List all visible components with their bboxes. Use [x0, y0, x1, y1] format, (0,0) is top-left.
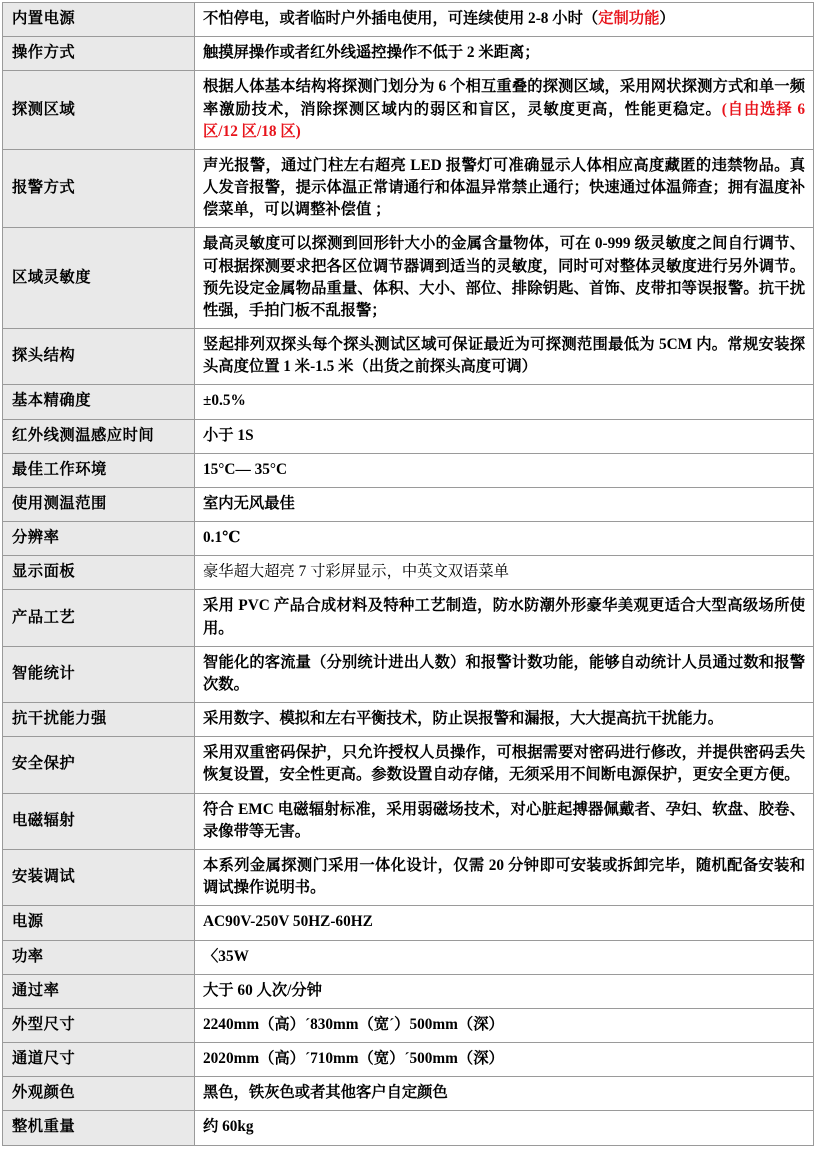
spec-value-text: ） [659, 10, 675, 27]
table-row [3, 646, 814, 702]
table-row [3, 37, 814, 71]
spec-value-text: 〈35W [203, 947, 249, 965]
spec-label-cell: 分辨率 [3, 522, 195, 556]
spec-label-cell: 整机重量 [3, 1111, 195, 1145]
spec-value-text: 竖起排列双探头每个探头测试区域可保证最近为可探测范围最低为 5CM 内。常规安装探头高度位置 1 米-1.5 米（出货之前探头高度可调） [203, 336, 805, 376]
spec-label-cell: 红外线测温感应时间 [3, 419, 195, 453]
spec-value-cell [195, 556, 814, 590]
spec-value-cell [195, 1008, 814, 1042]
specification-table [2, 2, 814, 1146]
spec-value-cell [195, 703, 814, 737]
table-row [3, 737, 814, 793]
spec-value-text: 室内无风最佳 [203, 494, 295, 512]
spec-value-cell [195, 487, 814, 521]
table-row [3, 590, 814, 646]
table-row [3, 1008, 814, 1042]
spec-label-cell: 报警方式 [3, 149, 195, 228]
spec-value-text: 约 60kg [203, 1118, 254, 1136]
spec-value-text: 0.1℃ [203, 529, 241, 547]
table-row [3, 940, 814, 974]
spec-label-cell: 外型尺寸 [3, 1008, 195, 1042]
spec-value-text: 不怕停电，或者临时户外插电使用，可连续使用 2-8 小时（ [203, 10, 599, 27]
spec-value-text: 2240mm（高）´830mm（宽´）500mm（深） [203, 1015, 504, 1033]
spec-value-text: 15°C— 35°C [203, 460, 288, 478]
spec-value-text: 黑色，铁灰色或者其他客户自定颜色 [203, 1084, 448, 1102]
table-row [3, 849, 814, 905]
spec-value-cell [195, 522, 814, 556]
spec-label-cell: 电磁辐射 [3, 793, 195, 849]
spec-value-text: 智能化的客流量（分别统计进出人数）和报警计数功能，能够自动统计人员通过数和报警次数。 [203, 653, 805, 693]
spec-value-cell [195, 1111, 814, 1145]
table-row [3, 703, 814, 737]
spec-label-cell: 安装调试 [3, 849, 195, 905]
spec-value-cell [195, 1043, 814, 1077]
spec-value-cell [195, 737, 814, 793]
spec-label-cell: 安全保护 [3, 737, 195, 793]
table-row [3, 71, 814, 150]
spec-value-cell [195, 453, 814, 487]
spec-label-cell: 外观颜色 [3, 1077, 195, 1111]
spec-value-text: 最高灵敏度可以探测到回形针大小的金属含量物体，可在 0-999 级灵敏度之间自行调节、可根据探测要求把各区位调节器调到适当的灵敏度，同时可对整体灵敏度进行另外调节。预先设定金属物品重量、体积、大小、部位、排除钥匙、首饰、皮带扣等误报警。抗干扰性强，手拍门板不乱报警； [203, 235, 805, 319]
spec-value-cell [195, 228, 814, 329]
spec-value-text: 声光报警，通过门柱左右超亮 LED 报警灯可准确显示人体相应高度藏匿的违禁物品。真人发音报警，提示体温正常请通行和体温异常禁止通行；快速通过体温筛查；拥有温度补偿菜单，可以调整补偿值 ； [203, 156, 805, 219]
spec-value-text: 符合 EMC 电磁辐射标准，采用弱磁场技术，对心脏起搏器佩戴者、孕妇、软盘、胶卷、录像带等无害。 [203, 800, 805, 840]
spec-value-cell [195, 974, 814, 1008]
highlight-text: (自由选择 6 区/12 区/18 区) [203, 100, 805, 140]
spec-value-cell [195, 849, 814, 905]
spec-label-cell: 探测区域 [3, 71, 195, 150]
spec-value-cell [195, 37, 814, 71]
spec-value-text: 采用双重密码保护，只允许授权人员操作，可根据需要对密码进行修改，并提供密码丢失恢复设置，安全性更高。参数设置自动存储，无须采用不间断电源保护，更安全更方便。 [203, 744, 805, 784]
table-row [3, 793, 814, 849]
table-row [3, 1111, 814, 1145]
spec-value-text: 小于 1S [203, 426, 254, 444]
table-row [3, 556, 814, 590]
spec-value-cell [195, 1077, 814, 1111]
highlight-text: 定制功能 [598, 10, 660, 27]
table-row [3, 906, 814, 940]
spec-label-cell: 探头结构 [3, 329, 195, 385]
spec-value-cell [195, 793, 814, 849]
spec-label-cell: 显示面板 [3, 556, 195, 590]
spec-label-cell: 抗干扰能力强 [3, 703, 195, 737]
spec-value-text: ±0.5% [203, 392, 246, 410]
spec-value-text: 触摸屏操作或者红外线遥控操作不低于 2 米距离； [203, 44, 540, 62]
table-row [3, 453, 814, 487]
table-row [3, 1043, 814, 1077]
spec-label-cell: 操作方式 [3, 37, 195, 71]
table-row [3, 419, 814, 453]
table-row [3, 228, 814, 329]
spec-label-cell: 最佳工作环境 [3, 453, 195, 487]
spec-value-text: 根据人体基本结构将探测门划分为 6 个相互重叠的探测区域，采用网状探测方式和单一频率激励技术，消除探测区域内的弱区和盲区，灵敏度更高，性能更稳定。 [203, 78, 805, 118]
spec-value-cell [195, 419, 814, 453]
table-row [3, 487, 814, 521]
spec-value-cell [195, 646, 814, 702]
spec-value-text: AC90V-250V 50HZ-60HZ [203, 913, 373, 931]
spec-value-cell [195, 71, 814, 150]
spec-label-cell: 通道尺寸 [3, 1043, 195, 1077]
spec-value-cell [195, 590, 814, 646]
spec-value-text: 豪华超大超亮 7 寸彩屏显示，中英文双语菜单 [203, 563, 509, 581]
spec-value-text: 2020mm（高）´710mm（宽）´500mm（深） [203, 1050, 504, 1068]
spec-value-cell [195, 906, 814, 940]
table-row [3, 522, 814, 556]
spec-label-cell: 使用测温范围 [3, 487, 195, 521]
table-row [3, 974, 814, 1008]
spec-value-text: 本系列金属探测门采用一体化设计，仅需 20 分钟即可安装或拆卸完毕，随机配备安装和调试操作说明书。 [203, 856, 805, 897]
spec-label-cell: 电源 [3, 906, 195, 940]
spec-value-cell [195, 329, 814, 385]
spec-value-text: 采用数字、模拟和左右平衡技术，防止误报警和漏报，大大提高抗干扰能力。 [203, 710, 724, 728]
table-row [3, 149, 814, 228]
spec-label-cell: 通过率 [3, 974, 195, 1008]
spec-label-cell: 内置电源 [3, 3, 195, 37]
spec-value-cell [195, 385, 814, 419]
spec-value-text: 大于 60 人次/分钟 [203, 981, 322, 999]
spec-label-cell: 智能统计 [3, 646, 195, 702]
specification-table-body [3, 3, 814, 1146]
spec-label-cell: 基本精确度 [3, 385, 195, 419]
table-row [3, 3, 814, 37]
spec-label-cell: 产品工艺 [3, 590, 195, 646]
spec-label-cell: 功率 [3, 940, 195, 974]
spec-value-cell [195, 940, 814, 974]
table-row [3, 385, 814, 419]
spec-value-cell [195, 3, 814, 37]
spec-value-text: 采用 PVC 产品合成材料及特种工艺制造，防水防潮外形豪华美观更适合大型高级场所使用。 [203, 597, 805, 637]
spec-value-cell [195, 149, 814, 228]
table-row [3, 329, 814, 385]
table-row [3, 1077, 814, 1111]
spec-label-cell: 区域灵敏度 [3, 228, 195, 329]
